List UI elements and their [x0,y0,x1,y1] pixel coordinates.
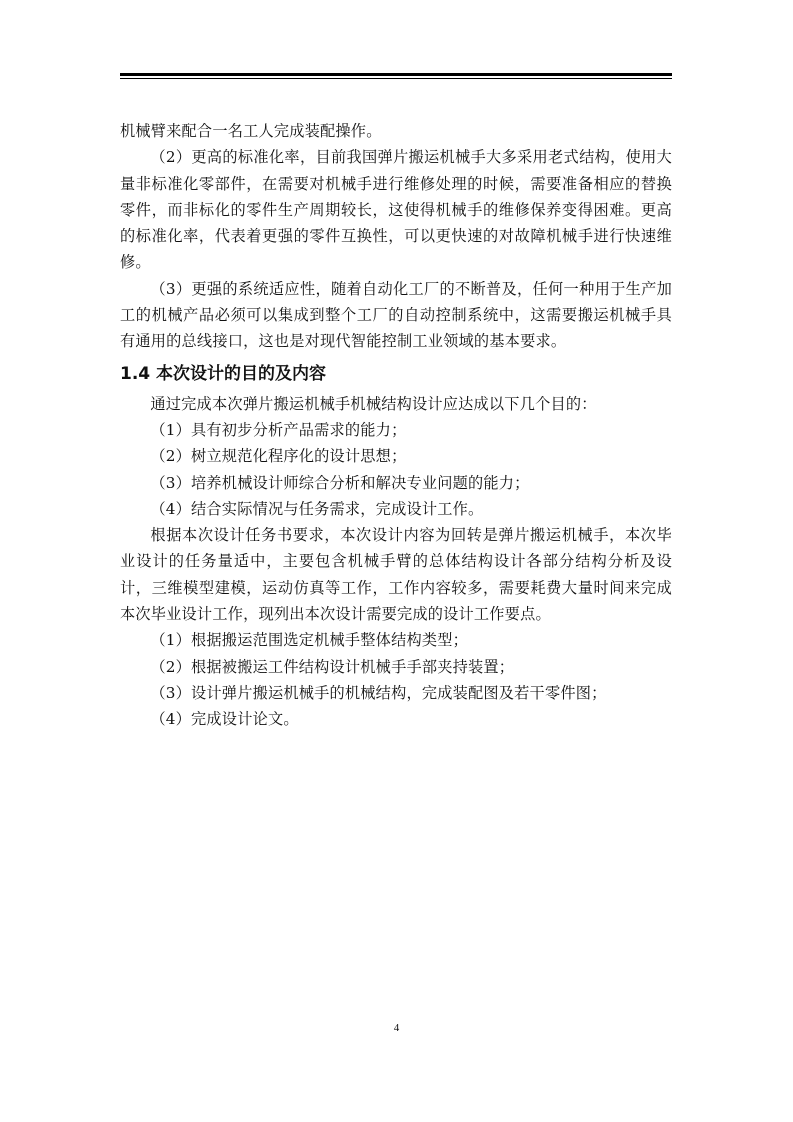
goal-item-2: （2）树立规范化程序化的设计思想； [150,447,407,466]
section-heading: 1.4 本次设计的目的及内容 [120,363,327,384]
goal-item-1: （1）具有初步分析产品需求的能力； [150,420,407,439]
task-item-4: （4）完成设计论文。 [150,710,299,729]
task-item-3: （3）设计弹片搬运机械手的机械结构，完成装配图及若干零件图； [150,683,607,702]
task-item-1: （1）根据搬运范围选定机械手整体结构类型； [150,631,469,650]
goal-item-3: （3）培养机械设计师综合分析和解决专业问题的能力； [150,473,530,492]
task-item-2: （2）根据被搬运工件结构设计机械手手部夹持装置； [150,657,515,676]
paragraph-continuation: 机械臂来配合一名工人完成装配操作。 [120,122,382,140]
header-rule [120,73,672,79]
page-number: 4 [393,1022,400,1034]
paragraph-standardization: （2）更高的标准化率，目前我国弹片搬运机械手大多采用老式结构，使用大量非标准化零部件，在需要对机械手进行维修处理的时候，需要准备相应的替换零件，而非标化的零件生产周期较长，这使得机械手的维修保养变得困难。更高的标准化率，代表着更强的零件互换性，可以更快速的对故障机械手进行快速维修。 [120,148,672,272]
header-rule-thick [120,73,672,76]
section-summary: 根据本次设计任务书要求，本次设计内容为回转是弹片搬运机械手，本次毕业设计的任务量适中，主要包含机械手臂的总体结构设计各部分结构分析及设计，三维模型建模，运动仿真等工作，工作内容较多，需要耗费大量时间来完成本次毕业设计工作，现列出本次设计需要完成的设计工作要点。 [120,526,672,624]
page-content [120,118,672,733]
goal-item-4: （4）结合实际情况与任务需求，完成设计工作。 [150,499,484,518]
paragraph-adaptability: （3）更强的系统适应性，随着自动化工厂的不断普及，任何一种用于生产加工的机械产品必须可以集成到整个工厂的自动控制系统中，这需要搬运机械手具有通用的总线接口，这也是对现代智能控制工业领域的基本要求。 [120,279,672,351]
section-intro: 通过完成本次弹片搬运机械手机械结构设计应达成以下几个目的： [150,394,597,413]
header-rule-thin [120,78,672,79]
